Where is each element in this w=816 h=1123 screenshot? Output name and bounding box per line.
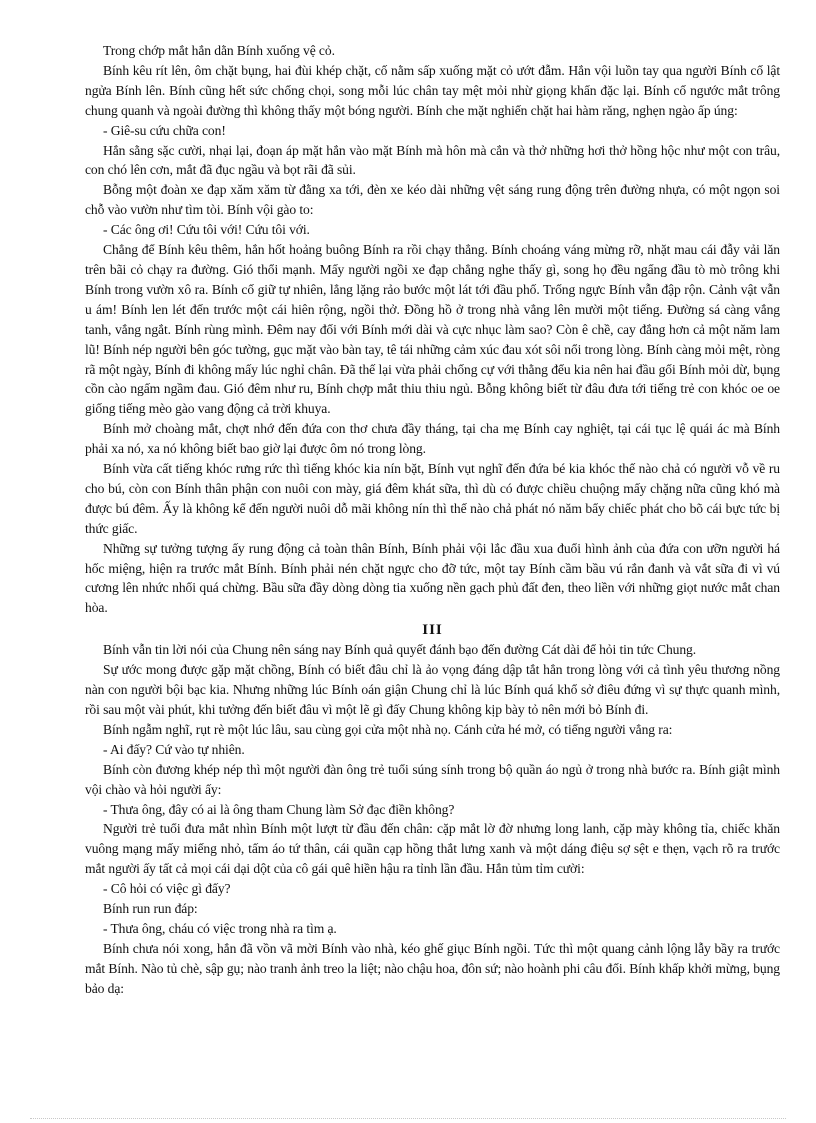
paragraph: Người trẻ tuổi đưa mắt nhìn Bính một lượt từ đầu đến chân: cặp mắt lờ đờ nhưng long lanh, cặp mày không tỉa, chiếc khăn vuông mạng mấy miếng nhỏ, tấm áo tứ thân, cái quần cạp hồng thắt lưng xanh và một dáng điệu sợ sệt e thẹn, vạch rõ ra trước mắt người ấy tất cả mọi cái dại dột của cô gái quê hiền hậu ra tỉnh lần đầu. Hắn tủm tỉm cười:: [85, 821, 780, 877]
paragraph: Trong chớp mắt hắn dằn Bính xuống vệ cỏ.: [103, 43, 335, 58]
paragraph: Bính kêu rít lên, ôm chặt bụng, hai đùi khép chặt, cố nằm sấp xuống mặt cỏ ướt đẫm. Hắn vội luồn tay qua người Bính cố lật ngửa Bính lên. Bính cũng hết sức chống chọi, song mỗi lúc chân tay mệt mỏi nhừ giọng khẩn đặc lại. Bính cố ngước mắt trông chung quanh và ngoài đường thì không thấy một bóng người. Bính che mặt nghiến chặt hai hàm răng, nghẹn ngào ấp úng:: [85, 62, 780, 118]
paragraph: Những sự tưởng tượng ấy rung động cả toàn thân Bính, Bính phải vội lắc đầu xua đuổi hình ảnh của đứa con ưỡn người há hốc miệng, hiện ra trước mắt Bính. Bính phải nén chặt ngực cho đỡ tức, một tay Bính cầm bầu vú rắn đanh và vắt sữa đi vì vú cương lên nhức nhối quá chừng. Bầu sữa đầy dòng dòng tia xuống nền gạch phủ đất đen, theo liền với những giọt nước mắt chan hòa.: [85, 540, 780, 616]
paragraph: Bính run run đáp:: [103, 901, 198, 917]
paragraph: Bính ngẫm nghĩ, rụt rè một lúc lâu, sau cùng gọi cửa một nhà nọ. Cánh cửa hé mở, có tiếng người vẳng ra:: [103, 721, 673, 737]
paragraph: Bính còn đương khép nép thì một người đàn ông trẻ tuổi súng sính trong bộ quần áo ngủ ở trong nhà bước ra. Bính giật mình vội chào và hỏi người ấy:: [85, 761, 780, 797]
dialogue-line: - Thưa ông, cháu có việc trong nhà ra tìm ạ.: [103, 920, 337, 936]
dialogue-line: - Các ông ơi! Cứu tôi với! Cứu tôi với.: [103, 222, 310, 238]
paragraph: Bính vừa cất tiếng khóc rưng rức thì tiếng khóc kia nín bặt, Bính vụt nghĩ đến đứa bé kia khóc thế nào chả có người vỗ về ru cho bú, còn con Bính thân phận con nuôi con mày, giá đêm khát sữa, thì dù có được chiều chuộng mấy chặng nữa cũng khó mà được bú đêm. Ấy là không kể đến người nuôi dỗ mãi không nín thì thế nào chả phát nó năm bẩy chiếc phát cho bõ cái bực tức bị thức giấc.: [85, 461, 780, 536]
paragraph: Bính chưa nói xong, hắn đã vồn vã mời Bính vào nhà, kéo ghế giục Bính ngồi. Tức thì một quang cảnh lộng lẫy bầy ra trước mắt Bính. Nào tủ chè, sập gụ; nào tranh ảnh treo la liệt; nào chậu hoa, đôn sứ; nào hoành phi câu đối. Bính khấp khởi mừng, bụng bảo dạ:: [85, 940, 780, 996]
dialogue-line: - Cô hỏi có việc gì đấy?: [103, 881, 231, 897]
dialogue-line: - Ai đấy? Cứ vào tự nhiên.: [103, 741, 245, 757]
paragraph: Bính vẫn tin lời nói của Chung nên sáng nay Bính quả quyết đánh bạo đến đường Cát dài để hỏi tin tức Chung.: [103, 642, 697, 658]
paragraph: Chẳng để Bính kêu thêm, hắn hốt hoảng buông Bính ra rồi chạy thẳng. Bính choáng váng mừng rỡ, nhặt mau cái đẫy vải lăn trên bãi cỏ chạy ra đường. Gió thổi mạnh. Mấy người ngồi xe đạp chẳng nghe thấy gì, song họ đều ngẩng đầu tò mò trông khi Bính trong vườn xô ra. Bính cố giữ tự nhiên, lẳng lặng rảo bước một lát tới đầu phố. Trống ngực Bính vẫn đập rộn. Cảnh vật vẫn u ám! Bính len lét đến trước một cái hiên rộng, ngồi thở. Đồng hồ ở trong nhà vẳng lên mười một tiếng. Đường sá càng vắng tanh, vắng ngắt. Bính rùng mình. Đêm nay đối với Bính mới dài và cực nhục làm sao? Còn ê chề, cay đắng hơn cả một năm lam lũ! Bính nép người bên góc tường, gục mặt vào bàn tay, tê tái những cảm xúc đau xót sôi nổi trong lòng. Bính càng mỏi mệt, ròng rã một ngày, Bính đi không mấy lúc nghỉ chân. Đã thế lại vừa phải chống cự với thằng đểu kia nên hai đầu gối Bính mỏi dừ, bụng cồn cào ngấm ngầm đau. Gió đêm như ru, Bính chợp mắt thiu thiu ngủ. Bỗng không biết từ đâu đưa tới tiếng trẻ con khóc oe oe giống tiếng mèo gào vang động cả trời khuya.: [85, 242, 780, 417]
dialogue-line: - Thưa ông, đây có ai là ông tham Chung làm Sở đạc điền không?: [103, 801, 455, 817]
chapter-heading: III: [422, 622, 443, 639]
page-bottom-divider: [30, 1118, 786, 1119]
paragraph: Bỗng một đoàn xe đạp xăm xăm từ đằng xa tới, đèn xe kéo dài những vệt sáng rung động trên đường nhựa, có một ngọn soi chỗ vào vườn như tìm tòi. Bính vội gào to:: [85, 182, 780, 218]
paragraph: Sự ước mong được gặp mặt chồng, Bính có biết đâu chỉ là ảo vọng đáng dập tắt hẳn trong lòng với cả tình yêu thương nồng nàn con người bội bạc kia. Nhưng những lúc Bính oán giận Chung chỉ là lúc Bính quá khổ sở điêu đứng vì sự thực quanh mình, rồi sau một vài phút, khi tưởng đến biết đâu vì một lẽ gì đấy Chung không kịp bày tỏ nên mới bỏ Bính đi.: [85, 662, 780, 717]
dialogue-line: - Giê-su cứu chữa con!: [103, 122, 226, 138]
document-body: [85, 41, 780, 999]
paragraph: Hắn sằng sặc cười, nhại lại, đoạn áp mặt hắn vào mặt Bính mà hôn mà cắn và thở những hơi thở hồng hộc như một con trâu, con chó lên cơn, mắt đã đục ngầu và bọt rãi đã sủi.: [85, 142, 780, 178]
paragraph: Bính mở choàng mắt, chợt nhớ đến đứa con thơ chưa đầy tháng, tại cha mẹ Bính cay nghiệt, tại cái tục lệ quái ác mà Bính phải xa nó, xa nó không biết bao giờ lại được ôm nó trong lòng.: [85, 421, 780, 457]
